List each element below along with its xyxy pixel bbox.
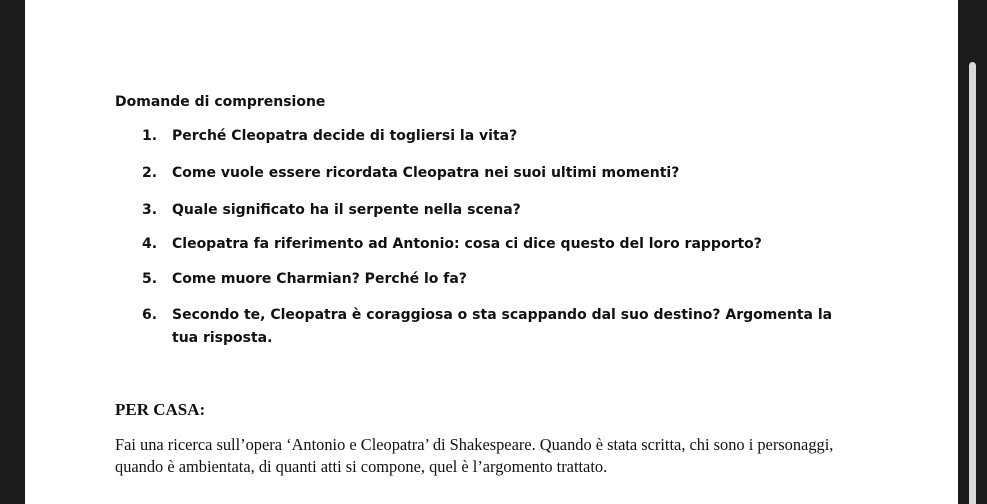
- question-text: Cleopatra fa riferimento ad Antonio: cosa ci dice questo del loro rapporto?: [172, 236, 762, 252]
- document-page: [25, 0, 958, 504]
- homework-title: PER CASA:: [115, 400, 206, 419]
- question-item-3: [142, 199, 862, 222]
- question-item-1: [142, 125, 862, 148]
- question-text: Come vuole essere ricordata Cleopatra nei suoi ultimi momenti?: [172, 165, 680, 181]
- homework-text: Fai una ricerca sull’opera ‘Antonio e Cleopatra’ di Shakespeare. Quando è stata scritta, chi sono i personaggi, quando è ambientata, di quanti atti si compone, quel è l’argomento trattato.: [115, 435, 834, 476]
- question-number: 1.: [142, 128, 158, 144]
- question-text: Secondo te, Cleopatra è coraggiosa o sta scappando dal suo destino? Argomenta la tua risposta.: [172, 307, 833, 346]
- question-text: Perché Cleopatra decide di togliersi la vita?: [172, 128, 518, 144]
- question-item-2: [142, 162, 862, 185]
- question-number: 2.: [142, 165, 158, 181]
- section-title: Domande di comprensione: [115, 94, 326, 110]
- question-text: Quale significato ha il serpente nella scena?: [172, 202, 521, 218]
- question-number: 3.: [142, 202, 158, 218]
- scrollbar-thumb[interactable]: [969, 62, 976, 504]
- question-item-6: [142, 304, 862, 350]
- question-text: Come muore Charmian? Perché lo fa?: [172, 271, 467, 287]
- question-item-4: [142, 233, 862, 256]
- scrollbar-track[interactable]: [958, 0, 987, 504]
- question-number: 4.: [142, 236, 158, 252]
- question-number: 5.: [142, 271, 158, 287]
- question-item-5: [142, 268, 862, 291]
- question-number: 6.: [142, 307, 158, 323]
